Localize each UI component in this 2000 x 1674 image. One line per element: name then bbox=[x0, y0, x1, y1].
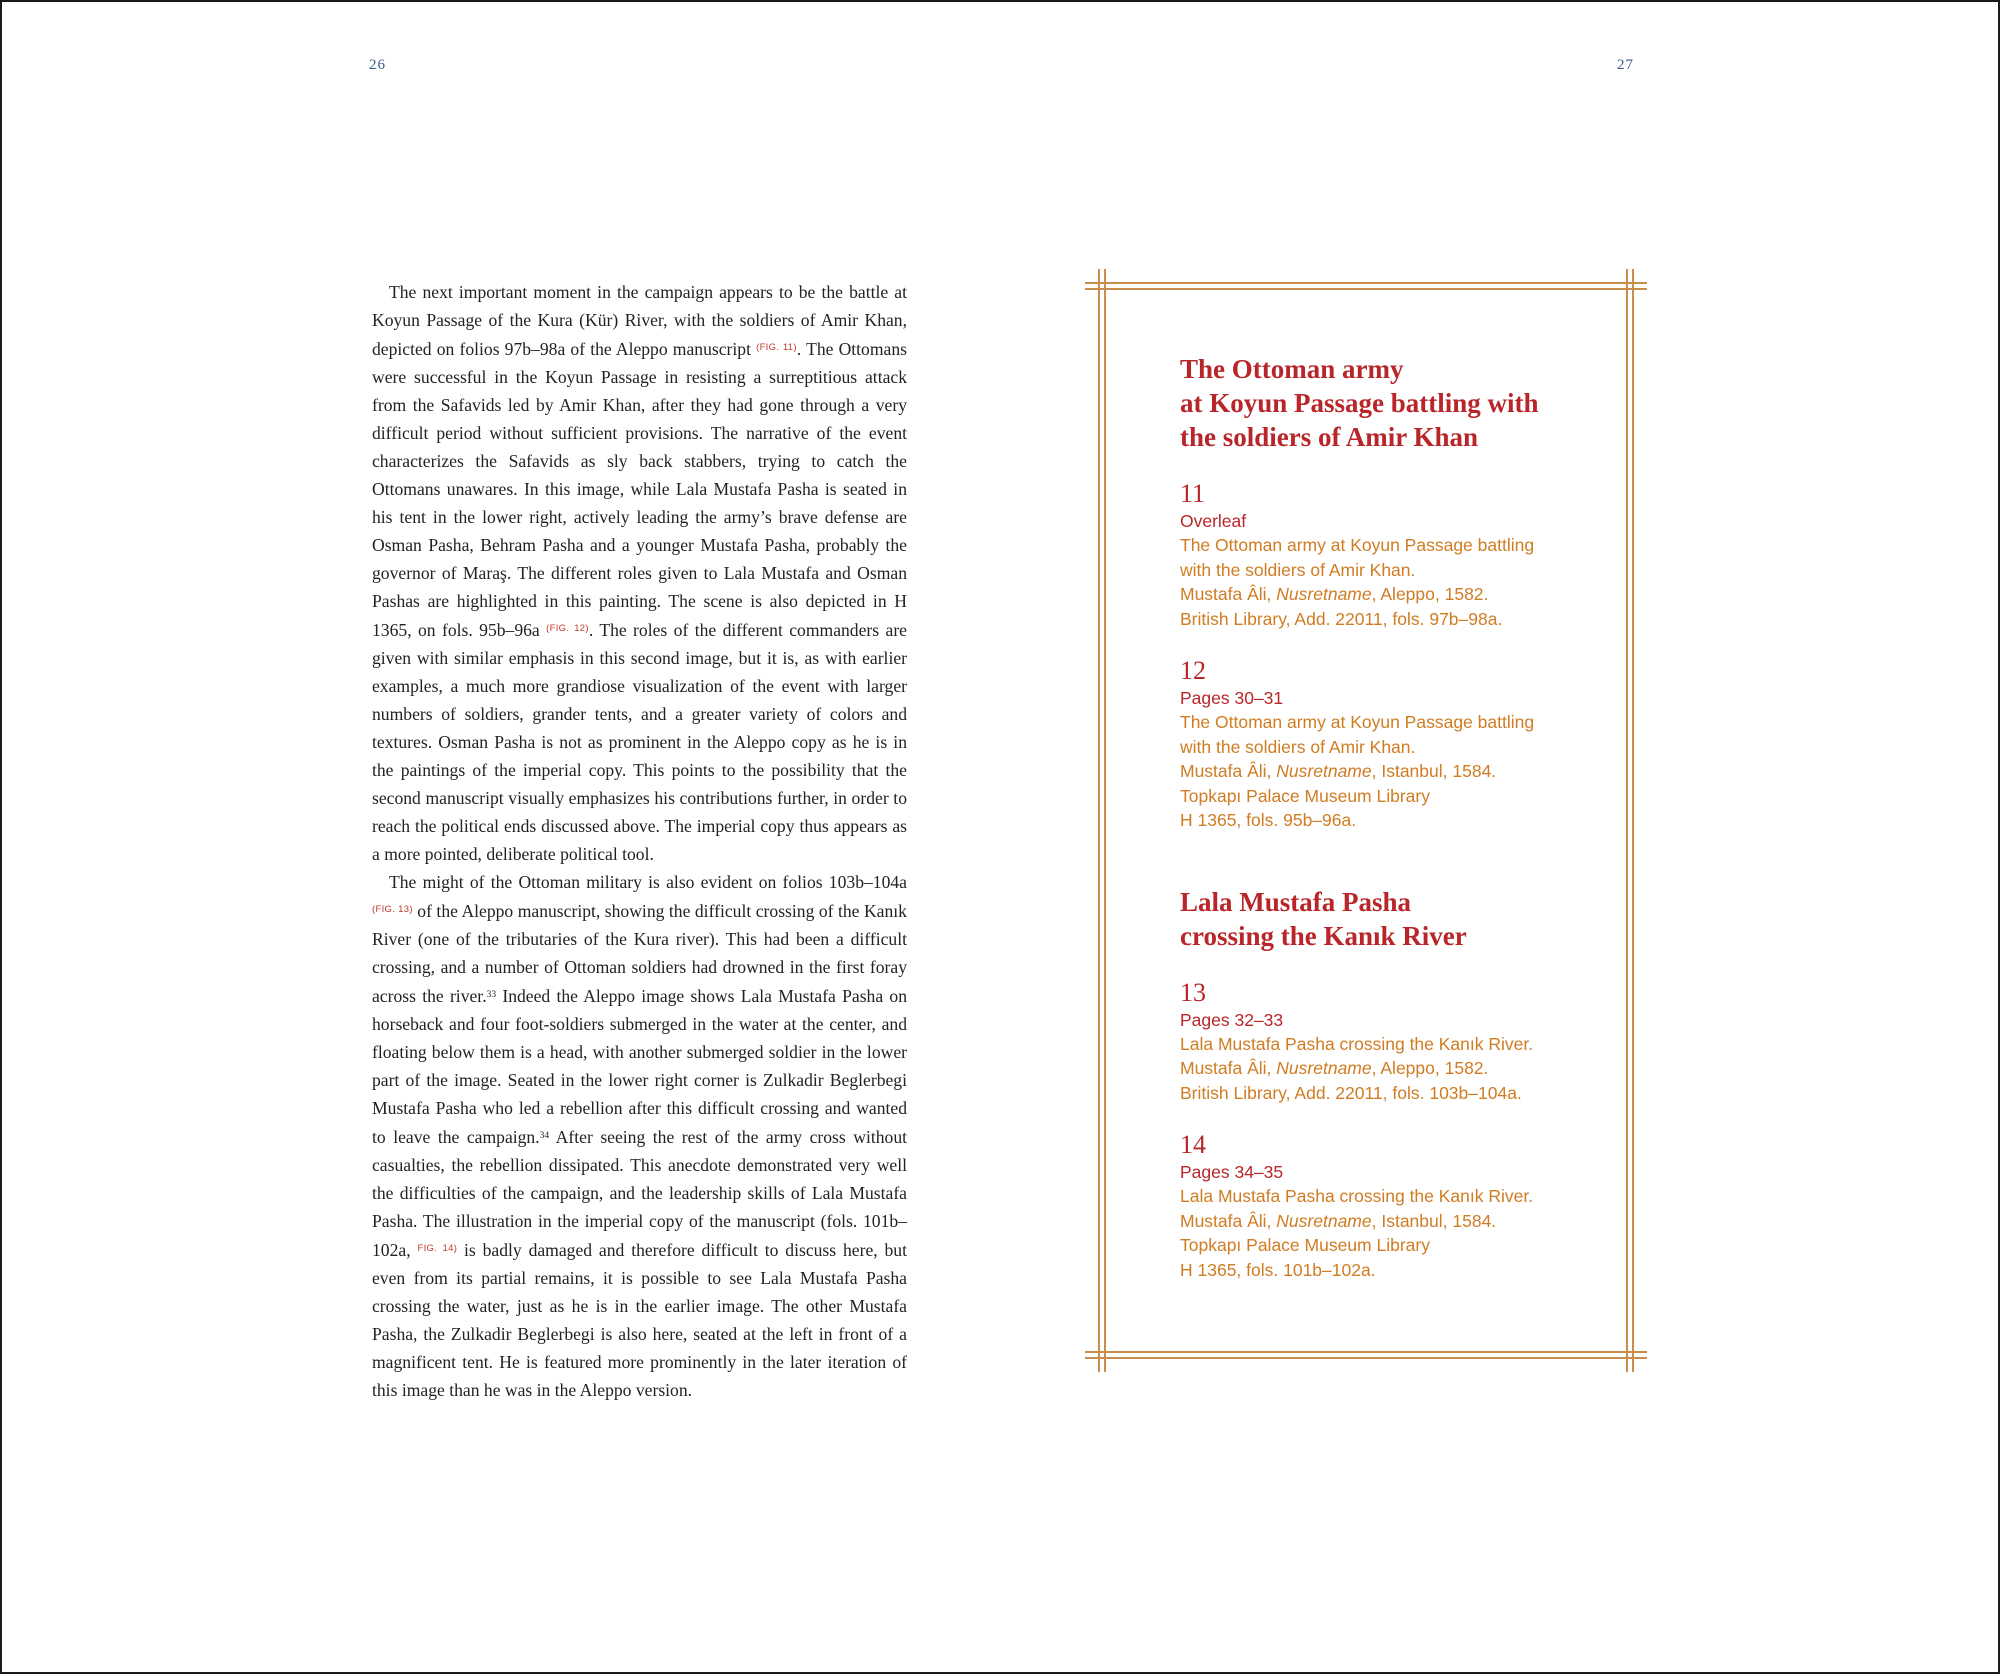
figure-caption: 13 Pages 32–33 Lala Mustafa Pasha crossing the Kanık River. Mustafa Âli, Nusretname, Aleppo, 1582. British Library, Add. 22011, fols. 103b–104a. bbox=[1180, 978, 1620, 1106]
figure-caption: 11 Overleaf The Ottoman army at Koyun Passage battling with the soldiers of Amir Khan. Mustafa Âli, Nusretname, Aleppo, 1582. British Library, Add. 22011, fols. 97b–98a. bbox=[1180, 479, 1620, 631]
caption-panel bbox=[1180, 352, 1620, 1282]
caption-section bbox=[1180, 352, 1620, 833]
figure-reference: (FIG. 11) bbox=[756, 342, 797, 353]
page-number-left: 26 bbox=[369, 57, 386, 73]
figure-page-ref: Pages 30–31 bbox=[1180, 688, 1284, 708]
figure-page-ref: Pages 32–33 bbox=[1180, 1009, 1284, 1030]
section-heading: Lala Mustafa Pasha crossing the Kanık River bbox=[1180, 886, 1467, 951]
section-heading: The Ottoman army at Koyun Passage battling with the soldiers of Amir Khan bbox=[1180, 354, 1539, 452]
figure-number: 14 bbox=[1180, 1130, 1206, 1159]
figure-number: 12 bbox=[1180, 656, 1206, 685]
frame-rule bbox=[1104, 269, 1106, 1372]
frame-rule bbox=[1085, 288, 1647, 290]
figure-reference: FIG. 14) bbox=[417, 1243, 458, 1254]
paragraph-2: The might of the Ottoman military is also evident on folios 103b–104a $^{(FIG. 13)}$ of the Aleppo manuscript, showing the difficult crossing of the Kanık River (one of the tributaries of the Kura river). This had been a difficult crossing, and a number of Ottoman soldiers had drowned in the first foray across the river.$^{33}$ Indeed the Aleppo image shows Lala Mustafa Pasha on horseback and four foot-soldiers submerged in the water at the center, and floating below them is a head, with another submerged soldier in the lower part of the image. Seated in the lower right corner is Zulkadir Beglerbegi Mustafa Pasha who led a rebellion after this difficult crossing and wanted to leave the campaign.$^{34}$ After seeing the rest of the army cross without casualties, the rebellion dissipated. This anecdote demonstrated very well the difficulties of the campaign, and the leadership skills of Lala Mustafa Pasha. The illustration in the imperial copy of the manuscript (fols. 101b–102a, $^{FIG. 14)}$ is badly damaged and therefore difficult to discuss here, but even from its partial remains, it is possible to see Lala Mustafa Pasha crossing the water, just as he is in the earlier image. The other Mustafa Pasha, the Zulkadir Beglerbegi is also here, seated at the left in front of a magnificent tent. He is featured more prominently in the later iteration of this image than he was in the Aleppo version. bbox=[372, 872, 908, 1400]
figure-number: 11 bbox=[1180, 479, 1206, 508]
frame-rule bbox=[1085, 1351, 1647, 1353]
figure-caption: 14 Pages 34–35 Lala Mustafa Pasha crossing the Kanık River. Mustafa Âli, Nusretname, Istanbul, 1584. Topkapı Palace Museum Library H 1365, fols. 101b–102a. bbox=[1180, 1130, 1620, 1282]
figure-page-ref: Overleaf bbox=[1180, 511, 1247, 531]
caption-section bbox=[1180, 885, 1620, 1283]
figure-reference: (FIG. 12) bbox=[546, 623, 589, 634]
body-text bbox=[372, 278, 907, 1404]
figure-reference: (FIG. 13) bbox=[372, 904, 413, 915]
footnote-marker: 33 bbox=[486, 990, 497, 1000]
footnote-marker: 34 bbox=[539, 1131, 550, 1141]
frame-rule bbox=[1085, 282, 1647, 284]
figure-caption: 12 Pages 30–31 The Ottoman army at Koyun Passage battling with the soldiers of Amir Khan. Mustafa Âli, Nusretname, Istanbul, 1584. Topkapı Palace Museum Library H 1365, fols. 95b–96a. bbox=[1180, 656, 1620, 833]
frame-rule bbox=[1632, 269, 1634, 1372]
figure-number: 13 bbox=[1180, 977, 1206, 1007]
page-number-right: 27 bbox=[1617, 57, 1634, 73]
frame-rule bbox=[1098, 269, 1100, 1372]
paragraph-1: The next important moment in the campaign appears to be the battle at Koyun Passage of the Kura (Kür) River, with the soldiers of Amir Khan, depicted on folios 97b–98a of the Aleppo manuscript $^{(FIG. 11)}$. The Ottomans were successful in the Koyun Passage in resisting a surreptitious attack from the Safavids led by Amir Khan, after they had gone through a very difficult period without sufficient provisions. The narrative of the event characterizes the Safavids as sly back stabbers, trying to catch the Ottomans unawares. In this image, while Lala Mustafa Pasha is seated in his tent in the lower right, actively leading the army’s brave defense are Osman Pasha, Behram Pasha and a younger Mustafa Pasha, probably the governor of Maraş. The different roles given to Lala Mustafa and Osman Pashas are highlighted in this painting. The scene is also depicted in H 1365, on fols. 95b–96a $^{(FIG. 12)}$. The roles of the different commanders are given with similar emphasis in this second image, but it is, as with earlier examples, a much more grandiose visualization of the event with larger numbers of soldiers, grander tents, and a greater variety of colors and textures. Osman Pasha is not as prominent in the Aleppo copy as he is in the paintings of the imperial copy. This points to the possibility that the second manuscript visually emphasizes his contributions further, in order to reach the political ends discussed above. The imperial copy thus appears as a more pointed, deliberate political tool. bbox=[372, 282, 907, 864]
frame-rule bbox=[1626, 269, 1628, 1372]
frame-rule bbox=[1085, 1357, 1647, 1359]
figure-page-ref: Pages 34–35 bbox=[1180, 1162, 1284, 1182]
